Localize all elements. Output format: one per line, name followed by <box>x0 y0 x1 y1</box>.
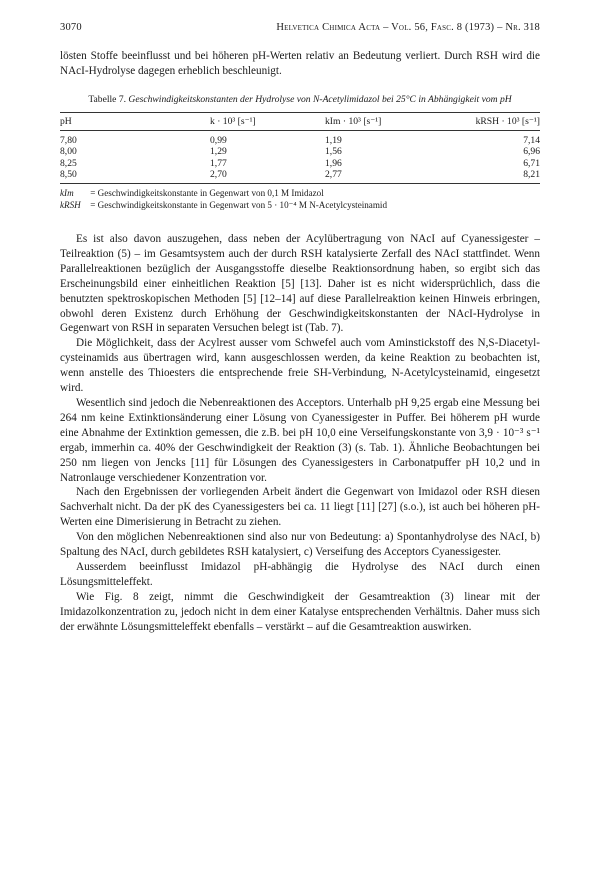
column-header: pH <box>60 112 210 130</box>
footnote-symbol: kRSH <box>60 200 81 211</box>
journal-title: Helvetica Chimica Acta – Vol. 56, Fasc. 8 (1973) – Nr. 318 <box>276 22 540 33</box>
footnote-text: = Geschwindigkeitskonstante in Gegenwart von 5 · 10⁻⁴ M N-Acetylcysteinamid <box>90 200 387 211</box>
table-row <box>60 130 540 146</box>
table-cell: 1,96 <box>325 157 342 169</box>
table-cell: 1,77 <box>210 157 227 169</box>
page-number: 3070 <box>60 22 82 33</box>
table-cell: 2,70 <box>210 169 227 181</box>
table-row <box>60 169 540 184</box>
table-cell: 8,50 <box>60 169 77 181</box>
paragraph: Nach den Ergebnissen der vorliegenden Arbeit ändert die Gegenwart von Imidazol oder RSH diesen Sachverhalt nicht. Da der pK des Cyanessigesters bei ca. 11 liegt [11] [27] (s.o.), ist auch bei höheren pH-Werten eine Dimerisierung in Betracht zu ziehen. <box>60 486 540 529</box>
table-caption-label: Tabelle 7. <box>88 93 127 105</box>
table-cell: 8,21 <box>523 169 540 181</box>
table-cell: 8,25 <box>60 157 77 169</box>
paragraph: Wesentlich sind jedoch die Nebenreaktionen des Acceptors. Unterhalb pH 9,25 ergab eine Messung bei 264 nm keine Extinktionsänderung einer Lösung von Cyanessigester in Puffer. Bei höherem pH wurde eine Abnahme der Extinktion gemessen, die z.B. bei pH 10,0 eine Verseifungskonstante von 3,9 · 10⁻³ s⁻¹ ergab, immerhin ca. 40% der Geschwindigkeit der Reaktion (3) (s. Tab. 1). Ähnliche Beobachtungen bei 250 nm liegen von Jencks [11] für Lösungen des Cyanessigesters in Carbonatpuffer pH 10,2 und in Natronlauge verschiedener Konzentration vor. <box>60 397 540 484</box>
table-cell: 8,00 <box>60 146 77 158</box>
column-header: kRSH · 10³ [s⁻¹] <box>425 112 540 130</box>
paragraph: Wie Fig. 8 zeigt, nimmt die Geschwindigkeit der Gesamtreaktion (3) linear mit der Imidazolkonzentration zu, jedoch nicht in dem einer Katalyse entsprechenden Verhältnis. Daher muss sich der erwähnte Lösungsmitteleffekt ebenfalls – verstärkt – auf die Gesamtreaktion auswirken. <box>60 590 540 633</box>
footnote-text: = Geschwindigkeitskonstante in Gegenwart von 0,1 M Imidazol <box>90 188 324 199</box>
table-cell: 1,29 <box>210 146 227 158</box>
table-cell: 7,80 <box>60 134 77 146</box>
table-cell: 6,71 <box>523 157 540 169</box>
table-cell: 0,99 <box>210 134 227 146</box>
column-header: kIm · 10³ [s⁻¹] <box>325 112 425 130</box>
table-row <box>60 158 540 169</box>
table-caption-text: Geschwindigkeitskonstanten der Hydrolyse von N-Acetylimidazol bei 25°C in Abhängigkeit vom pH <box>128 93 512 105</box>
table-cell: 2,77 <box>325 169 342 181</box>
table-cell: 1,19 <box>325 134 342 146</box>
table-caption <box>60 94 540 106</box>
table-cell: 6,96 <box>523 146 540 158</box>
column-header: k · 10³ [s⁻¹] <box>210 112 325 130</box>
paragraph: Ausserdem beeinflusst Imidazol pH-abhängig die Hydrolyse des NAcI durch einen Lösungsmitteleffekt. <box>60 560 540 588</box>
footnote-symbol: kIm <box>60 188 74 199</box>
table-cell: 7,14 <box>523 134 540 146</box>
table-footnote <box>60 200 540 212</box>
table-footnotes <box>60 188 540 212</box>
table-footnote <box>60 188 540 200</box>
table-header-row <box>60 112 540 130</box>
paragraph: Von den möglichen Nebenreaktionen sind also nur von Bedeutung: a) Spontanhydrolyse des NAcI, b) Spaltung des NAcI, durch gebildetes RSH katalysiert, c) Verseifung des Acceptors Cyanessigester. <box>60 531 540 559</box>
running-header <box>60 22 540 33</box>
data-table <box>60 112 540 185</box>
page <box>60 22 540 635</box>
intro-paragraph: lösten Stoffe beeinflusst und bei höheren pH-Werten relativ an Bedeutung verliert. Durch RSH wird die NAcI-Hydrolyse dagegen erheblich beschleunigt. <box>60 50 540 77</box>
paragraph: Die Möglichkeit, dass der Acylrest ausser vom Schwefel auch vom Aminstickstoff des N,S-Diacetyl-cysteinamids aus übertragen wird, kann ausgeschlossen werden, da keine Reaktion zu beobachten ist, wenn anstelle des Thioesters die entsprechende freie SH-Verbindung, N-Acetylcysteinamid, eingesetzt wird. <box>60 337 540 395</box>
table-row <box>60 146 540 157</box>
paragraph: Es ist also davon auszugehen, dass neben der Acylübertragung von NAcI auf Cyanessigester – Teilreaktion (5) – im Gesamtsystem auch der durch RSH katalysierte Zerfall des NAcI stattfindet. Wenn Parallelreaktionen bezüglich der Ausgangsstoffe dieselbe Reaktionsordnung haben, so ergibt sich das Erscheinungsbild einer einheitlichen Reaktion [5] [13]. Daher ist es nicht widersprüchlich, dass die benutzten spektroskopischen Methoden [5] [12–14] auf diese Parallelreaktion keinen Hinweis erbringen, obwohl deren Existenz durch Erhöhung der Geschwindigkeitskonstanten der NAcI-Hydrolyse in Gegenwart von RSH in separaten Versuchen belegt ist (Tab. 7). <box>60 233 540 335</box>
body-text <box>60 232 540 634</box>
table-cell: 1,56 <box>325 146 342 158</box>
